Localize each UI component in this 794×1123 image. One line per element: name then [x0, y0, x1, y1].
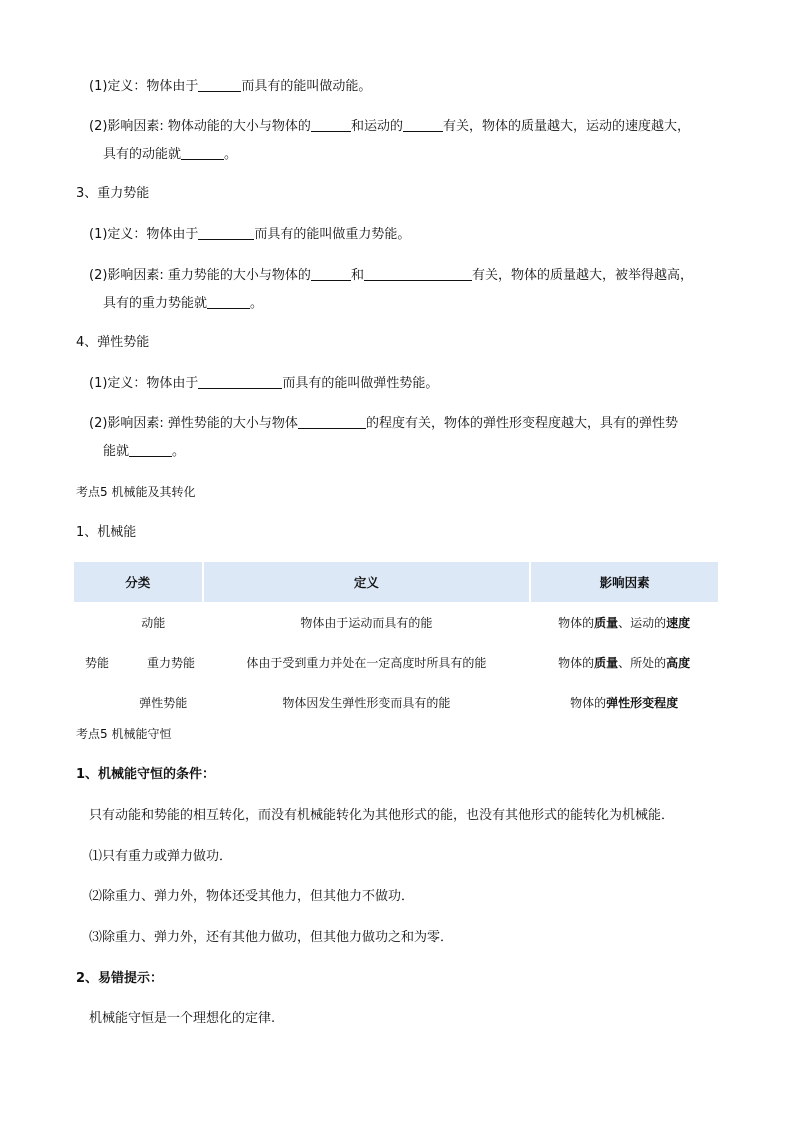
text: 物体的	[558, 615, 595, 630]
blank	[298, 414, 366, 429]
table-cell: 物体由于运动而具有的能	[300, 615, 433, 630]
paragraph: 只有动能和势能的相互转化，而没有机械能转化为其他形式的能，也没有其他形式的能转化为机械能．	[89, 808, 675, 823]
text: 。	[250, 296, 264, 311]
paragraph: 机械能守恒是一个理想化的定律.	[89, 1011, 276, 1026]
table-cell	[74, 642, 203, 682]
blank	[129, 442, 172, 457]
text: 质量	[594, 655, 619, 670]
elastic-factors-cont	[103, 442, 185, 461]
text: 具有的动能就	[103, 147, 182, 162]
table-cell	[530, 642, 718, 682]
text: (1)定义：物体由于	[89, 376, 199, 391]
section-heading: 3、重力势能	[76, 186, 150, 201]
blank	[311, 117, 351, 132]
category-label: 重力势能	[147, 655, 196, 670]
text: 有关，物体的质量越大，运动的速度越大，	[442, 119, 690, 134]
text: 和运动的	[350, 119, 403, 134]
category-label: 动能	[141, 615, 166, 630]
blank	[198, 374, 282, 389]
text: (2)影响因素: 弹性势能的大小与物体	[89, 416, 298, 431]
text: 的程度有关，物体的弹性形变程度越大，具有的弹性势	[365, 416, 678, 431]
kinetic-factors-cont	[103, 145, 237, 164]
text: (2)影响因素: 重力势能的大小与物体的	[89, 268, 311, 283]
text: 、运动的	[618, 615, 667, 630]
table-cell	[74, 602, 203, 642]
section-heading: 1、机械能守恒的条件：	[76, 767, 216, 782]
section-heading: 4、弹性势能	[76, 335, 150, 350]
text: 弹性形变程度	[606, 695, 679, 710]
table-cell: 体由于受到重力并处在一定高度时所具有的能	[246, 655, 487, 670]
category-label: 弹性势能	[139, 695, 188, 710]
table-row	[74, 682, 718, 722]
blank	[198, 77, 241, 92]
table-row	[74, 602, 718, 642]
text: (1)定义：物体由于	[89, 227, 199, 242]
mechanical-energy-table	[74, 562, 718, 722]
topic-heading: 考点5 机械能守恒	[76, 727, 172, 741]
text: 具有的重力势能就	[103, 296, 208, 311]
blank	[181, 145, 224, 160]
text: 物体的	[570, 695, 607, 710]
condition-item: ⑵除重力、弹力外，物体还受其他力，但其他力不做功．	[89, 889, 415, 904]
text: 而具有的能叫做弹性势能。	[282, 376, 439, 391]
text: 质量	[594, 615, 619, 630]
elastic-definition	[89, 374, 438, 393]
text: 和	[350, 268, 364, 283]
text: (1)定义：物体由于	[89, 79, 199, 94]
text: 速度	[666, 615, 691, 630]
text: 有关，物体的质量越大，被举得越高，	[471, 268, 693, 283]
blank	[311, 266, 351, 281]
kinetic-factors	[89, 117, 690, 136]
column-header: 定义	[203, 562, 531, 602]
condition-item: ⑴只有重力或弹力做功．	[89, 849, 233, 864]
text: (2)影响因素: 物体动能的大小与物体的	[89, 119, 311, 134]
column-header: 影响因素	[530, 562, 718, 602]
table-cell	[74, 682, 203, 722]
table-row	[74, 642, 718, 682]
table-cell	[530, 602, 718, 642]
text: 。	[172, 444, 186, 459]
section-heading: 1、机械能	[76, 525, 137, 540]
condition-item: ⑶除重力、弹力外，还有其他力做功，但其他力做功之和为零．	[89, 930, 454, 945]
text: 、所处的	[618, 655, 667, 670]
table-cell: 物体因发生弹性形变而具有的能	[282, 695, 451, 710]
group-label: 势能	[85, 655, 110, 670]
column-header: 分类	[74, 562, 203, 602]
table-cell	[530, 682, 718, 722]
elastic-factors	[89, 414, 678, 433]
blank	[403, 117, 443, 132]
text: 。	[224, 147, 238, 162]
section-heading: 2、易错提示：	[76, 971, 164, 986]
table-header-row	[74, 562, 718, 602]
gravity-definition	[89, 225, 410, 244]
kinetic-definition	[89, 77, 371, 96]
blank	[198, 225, 254, 240]
blank	[364, 266, 472, 281]
gravity-factors	[89, 266, 693, 285]
text: 而具有的能叫做重力势能。	[254, 227, 411, 242]
gravity-factors-cont	[103, 294, 263, 313]
text: 高度	[666, 655, 691, 670]
topic-heading: 考点5 机械能及其转化	[76, 485, 196, 499]
text: 而具有的能叫做动能。	[241, 79, 372, 94]
text: 物体的	[558, 655, 595, 670]
blank	[207, 294, 250, 309]
text: 能就	[103, 444, 130, 459]
